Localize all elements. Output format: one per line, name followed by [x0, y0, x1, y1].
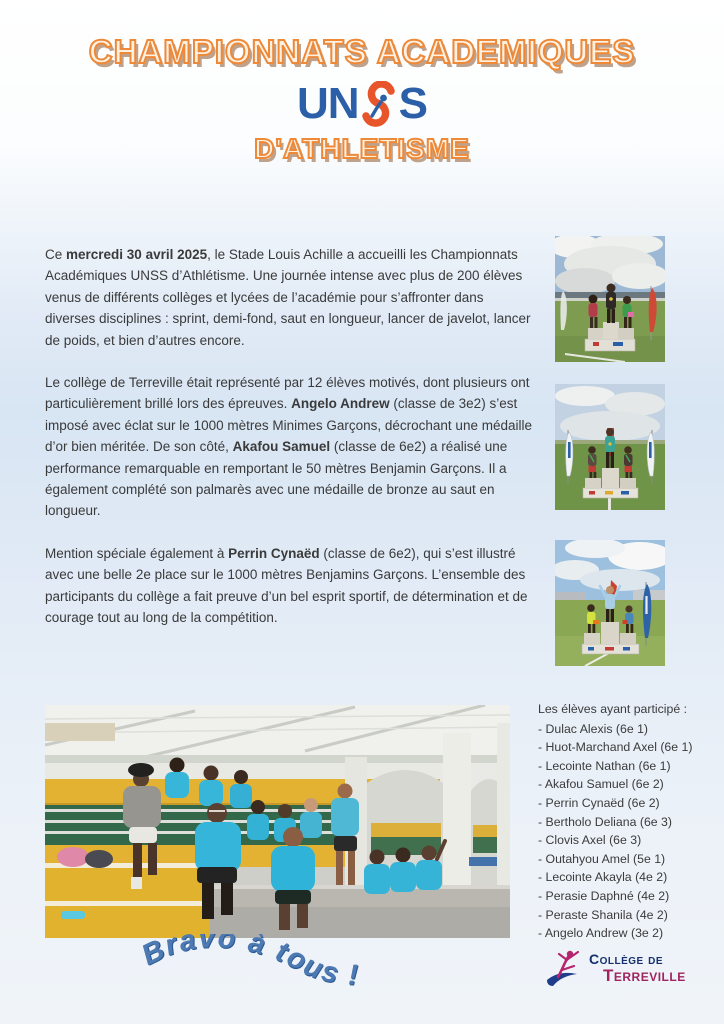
podium-photo-3-image [555, 540, 665, 666]
unss-logo-text-right: S [398, 79, 427, 129]
participant-item: - Outahyou Amel (5e 1) [538, 851, 666, 866]
unss-logo-s-icon [360, 81, 398, 127]
svg-text:Bravo à tous ! [140, 934, 360, 992]
group-photo [45, 705, 510, 938]
school-logo-icon [543, 946, 587, 992]
paragraph-mention: Mention spéciale également à Perrin Cynaëd (classe de 6e2), qui s’est illustré avec une belle 2e place sur le 1000 mètres Benjamins Garçons. L’ensemble des participants du collège a fait preuve d’un bel esprit sportif, de détermination et de courage tout au long de la compétition. [45, 545, 528, 626]
participant-item: - Bertholo Deliana (6e 3) [538, 814, 672, 829]
stadium-roof [45, 705, 510, 763]
school-logo [543, 946, 718, 998]
participants-heading: Les élèves ayant participé : [538, 702, 688, 716]
participant-item: - Clovis Axel (6e 3) [538, 833, 642, 848]
bravo-banner [140, 934, 450, 1000]
unss-logo [0, 78, 724, 130]
participant-item: - Perasie Daphné (4e 2) [538, 888, 670, 903]
participant-item: - Dulac Alexis (6e 1) [538, 721, 649, 736]
paragraph-results: Le collège de Terreville était représenté par 12 élèves motivés, dont plusieurs ont particulièrement brillé lors des épreuves. Angelo Andrew (classe de 3e2) s’est imposé avec éclat sur le 1000 mètres Minimes Garçons, décrochant une médaille d’or bien méritée. De son côté, Akafou Samuel (classe de 6e2) a réalisé une performance remarquable en remportant le 50 mètres Benjamin Garçons. Il a également complété son palmarès avec une médaille de bronze au saut en longueur. [45, 375, 532, 519]
article-body [45, 244, 532, 650]
school-name-line1: Collège de [589, 951, 664, 967]
group-photo-image [45, 705, 510, 938]
participants-list [538, 700, 724, 943]
school-name-line2: Terreville [603, 965, 686, 985]
participant-item: - Lecointe Nathan (6e 1) [538, 758, 671, 773]
participant-item: - Peraste Shanila (4e 2) [538, 907, 668, 922]
unss-logo-text-left: UN [297, 79, 359, 129]
participant-item: - Perrin Cynaëd (6e 2) [538, 795, 660, 810]
podium-photo-1-image [555, 236, 665, 362]
podium-photo-1 [555, 236, 665, 362]
participant-item: - Lecointe Akayla (4e 2) [538, 870, 668, 885]
page-subtitle: D'ATHLETISME [254, 133, 470, 165]
title-block [0, 34, 724, 165]
bravo-text: Bravo à tous ! [140, 934, 361, 992]
participant-item: - Akafou Samuel (6e 2) [538, 777, 664, 792]
bravo-wordart [140, 934, 450, 1000]
podium-photo-2-image [555, 384, 665, 510]
podium-photo-2 [555, 384, 665, 510]
podium-photo-3 [555, 540, 665, 666]
school-name [589, 952, 686, 985]
participant-item: - Huot-Marchand Axel (6e 1) [538, 740, 693, 755]
participant-item: - Angelo Andrew (3e 2) [538, 926, 664, 941]
page-title: CHAMPIONNATS ACADEMIQUES [88, 33, 636, 70]
paragraph-intro: Ce mercredi 30 avril 2025, le Stade Louis Achille a accueilli les Championnats Académiques UNSS d’Athlétisme. Une journée intense avec plus de 200 élèves venus de différents collèges et lycées de l’académie pour s’affronter dans diverses disciplines : sprint, demi-fond, saut en longueur, lancer de javelot, lancer de poids, et bien d’autres encore. [45, 247, 531, 348]
